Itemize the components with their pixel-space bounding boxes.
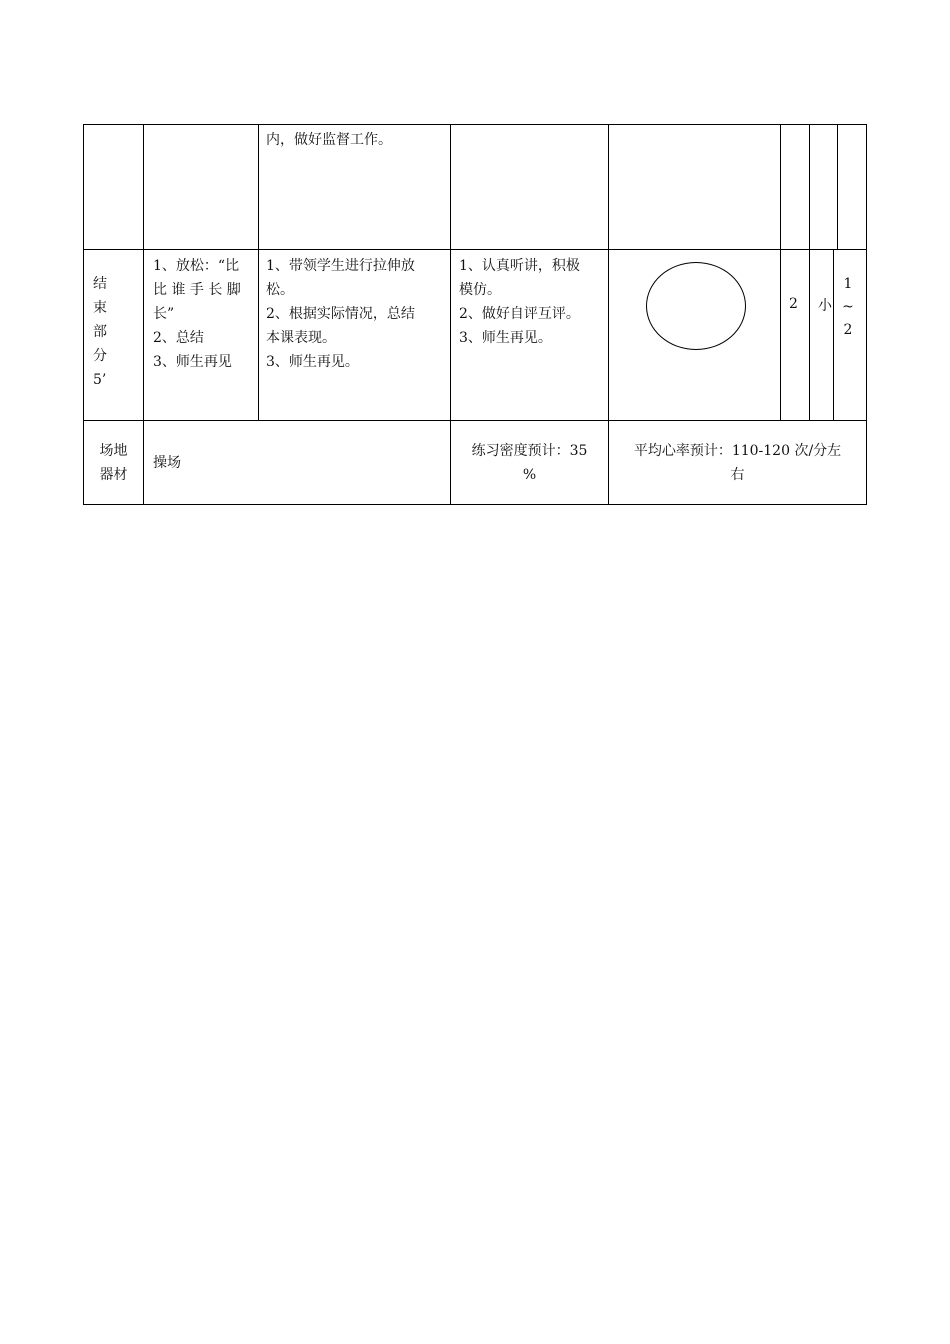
intensity-value: 小 [818,298,832,314]
top-teacher-text: 内，做好监督工作。 [266,132,392,148]
times-value: 2 [789,296,798,312]
formation-circle-diagram [646,262,746,350]
venue-value: 操场 [153,455,181,471]
